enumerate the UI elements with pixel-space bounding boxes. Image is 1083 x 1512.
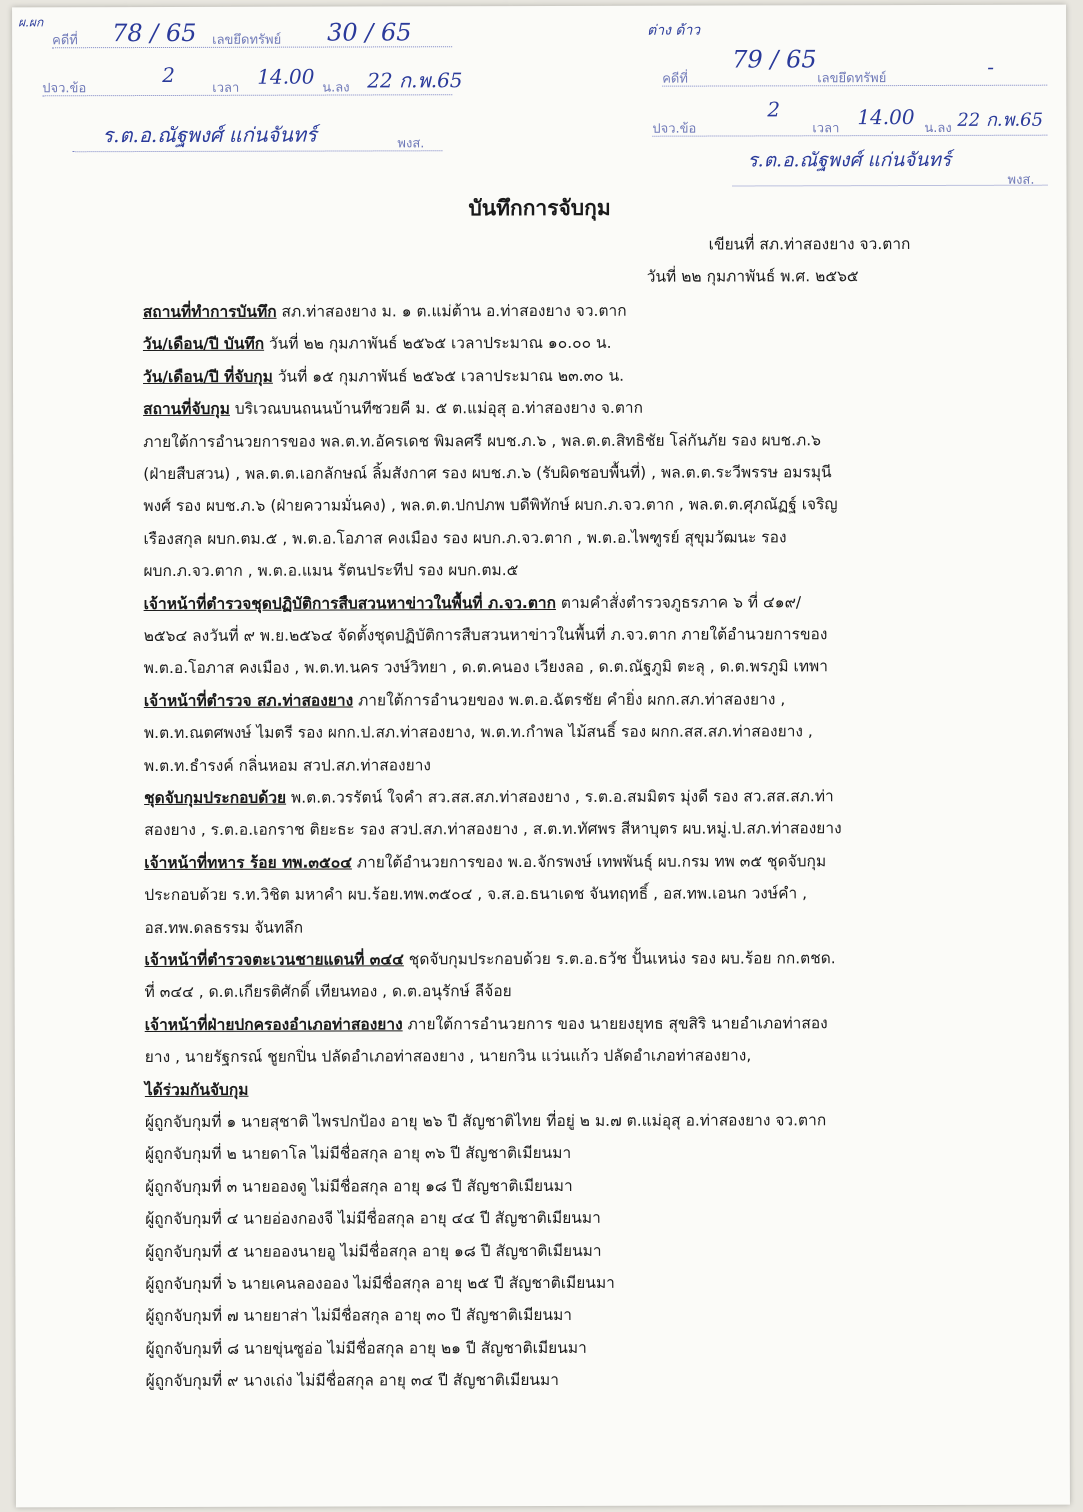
line-text: วันที่ ๑๕ กุมภาพันธ์ ๒๕๖๕ เวลาประมาณ ๒๓.๓๐ น. [272, 366, 625, 386]
line-text: ผู้ถูกจับกุมที่ ๙ นางเถ่ง ไม่มีชื่อสกุล อายุ ๓๔ ปี สัญชาติเมียนมา [145, 1371, 559, 1391]
document-line [143, 395, 643, 421]
written-at: เขียนที่ สภ.ท่าสองยาง จว.ตาก [708, 235, 911, 254]
section-heading: เจ้าหน้าที่ตำรวจตะเวนชายแดนที่ ๓๔๔ [144, 950, 404, 970]
case-label-left: คดีที่ [52, 33, 78, 49]
document-line [145, 1107, 826, 1134]
date-value-left: 22 ก.พ.65 [367, 68, 463, 93]
document-line [144, 752, 431, 778]
document-line [144, 914, 303, 939]
pjw-label-right: ปจว.ข้อ [652, 121, 697, 137]
document-line [144, 621, 828, 648]
document-line [145, 1076, 249, 1101]
document-line [143, 557, 518, 583]
date-label-right: น.ลง [924, 120, 952, 136]
line-text: ผู้ถูกจับกุมที่ ๓ นายอองดู ไม่มีชื่อสกุล อายุ ๑๘ ปี สัญชาติเมียนมา [145, 1176, 573, 1196]
section-heading: วัน/เดือน/ปี ที่จับกุม [142, 367, 273, 386]
time-value-left: 14.00 [257, 64, 315, 89]
document-line [143, 492, 837, 519]
section-heading: เจ้าหน้าที่ตำรวจ สภ.ท่าสองยาง [143, 691, 354, 710]
line-text: ผบก.ภ.จว.ตาก , พ.ต.อ.แมน รัตนประทีป รอง ผบก.ตม.๕ [143, 561, 519, 581]
line-text: ผู้ถูกจับกุมที่ ๕ นายอองนายอู ไม่มีชื่อสกุล อายุ ๑๘ ปี สัญชาติเมียนมา [145, 1241, 602, 1261]
line-text: พ.ต.ท.ณตศพงษ์ ไมตรี รอง ผกก.ป.สภ.ท่าสองยาง, พ.ต.ท.กำพล ไม้สนธิ์ รอง ผกก.สส.สภ.ท่าสองยาง , [143, 722, 813, 743]
line-text: สองยาง , ร.ต.อ.เอกราช ติยะธะ รอง สวป.สภ.ท่าสองยาง , ส.ต.ท.ทัศพร สีหาบุตร ผบ.หมู่.ป.สภ.ท่าสองยาง [144, 819, 842, 840]
section-heading: เจ้าหน้าที่ตำรวจชุดปฏิบัติการสืบสวนหาข่าวในพื้นที่ ภ.จว.ตาก [143, 593, 556, 613]
document-line [143, 330, 612, 356]
officer-suffix-left: พงส. [397, 136, 425, 152]
line-text: ที่ ๓๔๔ , ด.ต.เกียรติศักดิ์ เทียนทอง , ด.ต.อนุรักษ์ ลีจ้อย [144, 982, 512, 1002]
line-text: พ.ต.อ.โอภาส คงเมือง , พ.ต.ท.นคร วงษ์วิทยา , ด.ต.คนอง เวียงลอ , ด.ต.ณัฐภูมิ ตะลุ , ด.ต.พรภูมิ เทพา [143, 657, 828, 678]
document-line [145, 1302, 572, 1328]
line-text: ภายใต้การอำนวยการของ พล.ต.ท.อัครเดช พิมลศรี ผบช.ภ.๖ , พล.ต.ต.สิทธิชัย โล่กันภัย รอง ผบช.ภ.๖ [143, 430, 822, 451]
document-line [144, 816, 842, 843]
evidence-number-left: 30 / 65 [327, 18, 412, 47]
document-line [145, 1270, 615, 1296]
document-line [145, 1043, 752, 1070]
line-text: ภายใต้การอำนวยของ พ.ต.อ.ฉัตรชัย คำยิ่ง ผกก.สภ.ท่าสองยาง , [353, 690, 786, 710]
document-line [145, 1140, 571, 1166]
evidence-label-left: เลขยึดทรัพย์ [212, 32, 282, 48]
case-label-right: คดีที่ [662, 71, 688, 87]
line-text: ผู้ถูกจับกุมที่ ๘ นายขุ่นซูอ่อ ไม่มีชื่อสกุล อายุ ๒๑ ปี สัญชาติเมียนมา [145, 1338, 587, 1358]
line-text: พ.ต.ท.ธำรงค์ กลิ่นหอม สวป.สภ.ท่าสองยาง [144, 755, 431, 775]
line-text: พ.ต.ต.วรรัตน์ ใจคำ สว.สส.สภ.ท่าสองยาง , ร.ต.อ.สมมิตร มุ่งดี รอง สว.สส.สภ.ท่า [286, 787, 834, 807]
date-label-left: น.ลง [322, 80, 350, 96]
line-text: ประกอบด้วย ร.ท.วิชิต มหาคำ ผบ.ร้อย.ทพ.๓๕๐๔ , จ.ส.อ.ธนาเดช จันทฤทธิ์ , อส.ทพ.เอนก วงษ์คำ , [144, 884, 808, 905]
document-line [143, 524, 786, 551]
document-line [143, 298, 627, 324]
section-heading: เจ้าหน้าที่ทหาร ร้อย ทพ.๓๕๐๔ [144, 853, 352, 872]
line-text: ผู้ถูกจับกุมที่ ๑ นายสุชาติ ไพรปกป้อง อายุ ๒๖ ปี สัญชาติไทย ที่อยู่ ๒ ม.๗ ต.แม่อุสุ อ.ท่าสองยาง จว.ตาก [144, 1111, 827, 1132]
section-heading: ได้ร่วมกันจับกุม [144, 1080, 249, 1099]
stamp-line [652, 135, 1047, 137]
written-date: วันที่ ๒๒ กุมภาพันธ์ พ.ศ. ๒๕๖๕ [646, 267, 859, 286]
section-heading: สถานที่จับกุม [143, 400, 231, 419]
case-number-right: 79 / 65 [732, 45, 817, 74]
officer-suffix-right: พงส. [1007, 172, 1035, 188]
line-text: วันที่ ๒๒ กุมภาพันธ์ ๒๕๖๕ เวลาประมาณ ๑๐.๐๐ น. [264, 334, 612, 354]
document-line [143, 427, 821, 454]
time-label-right: เวลา [812, 121, 840, 137]
document-line [144, 945, 835, 972]
document-line [146, 1367, 559, 1393]
line-text: ตามคำสั่งตำรวจภูธรภาค ๖ ที่ ๔๑๙/ [555, 592, 802, 612]
line-text: บริเวณบนถนนบ้านทีซวยคี ม. ๕ ต.แม่อุสุ อ.ท่าสองยาง จ.ตาก [229, 398, 644, 419]
document-line [144, 654, 828, 681]
line-text: ภายใต้การอำนวยการ ของ นายยงยุทธ สุขสิริ นายอำเภอท่าสอง [402, 1014, 828, 1034]
document-line [144, 848, 826, 875]
line-text: อส.ทพ.ดลธรรม จันทลึก [144, 918, 304, 937]
document-line [144, 718, 813, 745]
officer-handwriting-left: ร.ต.อ.ณัฐพงศ์ แก่นจันทร์ [102, 122, 317, 148]
line-text: เรืองสกุล ผบก.ตม.๕ , พ.ต.อ.โอภาส คงเมือง รอง ผบก.ภ.จว.ตาก , พ.ต.อ.ไพฑูรย์ สุขุมวัฒนะ รอง [143, 528, 787, 548]
case-number-left: 78 / 65 [112, 18, 197, 48]
document-line [143, 363, 624, 389]
line-text: ยาง , นายรัฐกรณ์ ชูยกปิ่น ปลัดอำเภอท่าสองยาง , นายกวิน แว่นแก้ว ปลัดอำเภอท่าสองยาง, [144, 1046, 752, 1067]
section-heading: วัน/เดือน/ปี บันทึก [142, 335, 265, 354]
document-line [145, 1010, 828, 1037]
document-line [146, 1335, 587, 1361]
line-text: สภ.ท่าสองยาง ม. ๑ ต.แม่ต้าน อ.ท่าสองยาง จว.ตาก [276, 301, 627, 321]
line-text: ผู้ถูกจับกุมที่ ๔ นายอ่องกองจี ไม่มีชื่อสกุล อายุ ๔๔ ปี สัญชาติเมียนมา [145, 1209, 601, 1229]
line-text: ผู้ถูกจับกุมที่ ๖ นายเคนลองออง ไม่มีชื่อสกุล อายุ ๒๕ ปี สัญชาติเมียนมา [145, 1273, 615, 1294]
time-label-left: เวลา [212, 80, 240, 96]
line-text: ชุดจับกุมประกอบด้วย ร.ต.อ.ธวัช ปั้นเหน่ง รอง ผบ.ร้อย กก.ตชด. [403, 949, 836, 969]
document-line [144, 589, 802, 616]
document-line [144, 880, 807, 907]
officer-handwriting-right: ร.ต.อ.ณัฐพงศ์ แก่นจันทร์ [747, 148, 952, 172]
pjw-label-left: ปจว.ข้อ [42, 81, 87, 97]
date-value-right: 22 ก.พ.65 [957, 109, 1044, 131]
document-line [145, 1237, 601, 1263]
document-line [145, 1205, 601, 1231]
document-page [12, 5, 1070, 1508]
corner-note-left: ผ.ผก [18, 15, 44, 30]
evidence-number-right: - [987, 54, 994, 79]
line-text: พงศ์ รอง ผบช.ภ.๖ (ฝ่ายความมั่นคง) , พล.ต.ต.ปกปภพ บดีพิทักษ์ ผบก.ภ.จว.ตาก , พล.ต.ต.ศุภณัฏฐ์ เจริญ [143, 495, 838, 516]
pjw-number-right: 2 [767, 97, 781, 122]
line-text: ผู้ถูกจับกุมที่ ๗ นายยาส่า ไม่มีชื่อสกุล อายุ ๓๐ ปี สัญชาติเมียนมา [145, 1306, 573, 1326]
stamp-line [72, 150, 442, 152]
line-text: ภายใต้อำนวยการของ พ.อ.จักรพงษ์ เทพพันธุ์ ผบ.กรม ทพ ๓๕ ชุดจับกุม [351, 852, 827, 872]
evidence-label-right: เลขยึดทรัพย์ [817, 71, 887, 87]
section-heading: ชุดจับกุมประกอบด้วย [144, 788, 287, 808]
page-title: บันทึกการจับกุม [468, 195, 611, 221]
document-line [145, 1173, 573, 1199]
stamp-line [733, 185, 1048, 187]
line-text: ๒๕๖๔ ลงวันที่ ๙ พ.ย.๒๕๖๔ จัดตั้งชุดปฏิบัติการสืบสวนหาข่าวในพื้นที่ ภ.จว.ตาก ภายใต้อำนวยการของ [143, 625, 828, 646]
corner-note-right: ต่าง ด้าว [647, 22, 701, 39]
pjw-number-left: 2 [162, 62, 175, 87]
document-line [145, 978, 512, 1004]
line-text: ผู้ถูกจับกุมที่ ๒ นายดาโล ไม่มีชื่อสกุล อายุ ๓๖ ปี สัญชาติเมียนมา [145, 1144, 572, 1164]
time-value-right: 14.00 [857, 105, 915, 130]
document-line [144, 686, 785, 713]
section-heading: สถานที่ทำการบันทึก [142, 302, 277, 322]
document-line [144, 783, 834, 810]
line-text: (ฝ่ายสืบสวน) , พล.ต.ต.เอกลักษณ์ ลิ้มสังกาศ รอง ผบช.ภ.๖ (รับผิดชอบพื้นที่) , พล.ต.ต.ระวีพรรษ อมรมุนี [143, 463, 832, 484]
document-line [143, 459, 831, 486]
section-heading: เจ้าหน้าที่ฝ่ายปกครองอำเภอท่าสองยาง [144, 1015, 403, 1034]
